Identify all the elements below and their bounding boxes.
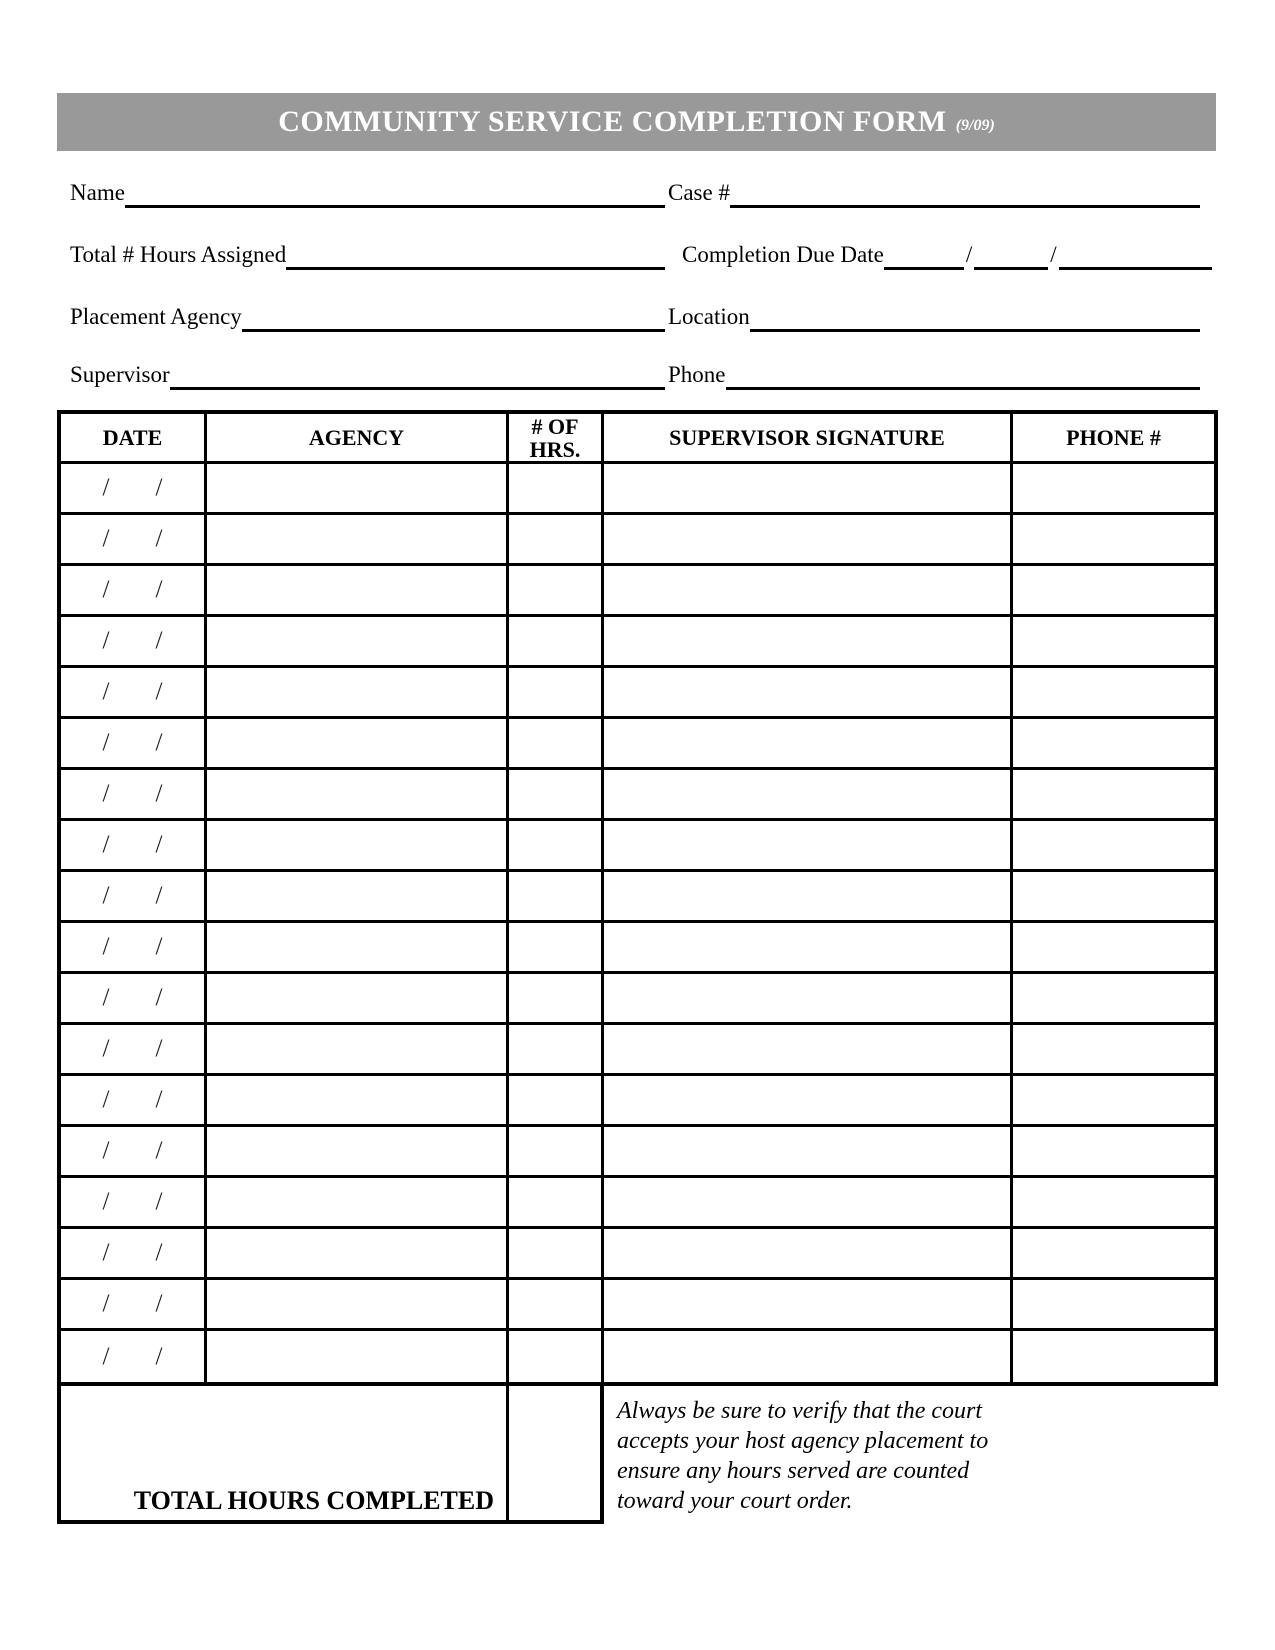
hours-duedate-row [57, 240, 1216, 270]
note-line: Always be sure to verify that the court [617, 1398, 983, 1424]
date-slash: / [102, 780, 110, 807]
agency-cell[interactable] [207, 923, 509, 971]
title-banner [57, 93, 1216, 151]
date-slash: / [102, 1035, 110, 1062]
verification-note [617, 1396, 1047, 1516]
date-slash: / [155, 1290, 163, 1317]
hours-cell[interactable] [509, 566, 604, 614]
date-slash: / [102, 933, 110, 960]
hours-assigned-field-group [57, 240, 665, 270]
agency-cell[interactable] [207, 566, 509, 614]
date-slash: / [155, 1188, 163, 1215]
phone-cell[interactable] [1013, 1229, 1214, 1277]
hours-cell[interactable] [509, 923, 604, 971]
due-date-day-input-line[interactable] [974, 240, 1048, 270]
hours-cell[interactable] [509, 1076, 604, 1124]
phone-cell[interactable] [1013, 1178, 1214, 1226]
signature-cell[interactable] [604, 872, 1013, 920]
signature-cell[interactable] [604, 821, 1013, 869]
agency-cell[interactable] [207, 821, 509, 869]
supervisor-field-group [57, 360, 665, 390]
note-line: ensure any hours served are counted [617, 1458, 970, 1484]
date-slash: / [155, 984, 163, 1011]
phone-cell[interactable] [1013, 566, 1214, 614]
placement-agency-input-line[interactable] [242, 302, 665, 332]
date-slash: / [102, 984, 110, 1011]
date-cell[interactable] [61, 923, 207, 971]
phone-field-group [665, 360, 1216, 390]
phone-cell[interactable] [1013, 515, 1214, 563]
date-column-header [61, 414, 207, 461]
table-row [61, 1076, 1214, 1127]
name-input-line[interactable] [125, 178, 665, 208]
date-cell[interactable] [61, 872, 207, 920]
total-hours-label: TOTAL HOURS COMPLETED [133, 1486, 494, 1515]
note-line: toward your court order. [617, 1488, 853, 1514]
table-row [61, 821, 1214, 872]
phone-cell[interactable] [1013, 1280, 1214, 1328]
due-date-month-input-line[interactable] [884, 240, 964, 270]
date-slash: / [102, 729, 110, 756]
agency-cell[interactable] [207, 1178, 509, 1226]
hours-assigned-label: Total # Hours Assigned [70, 242, 287, 267]
agency-cell[interactable] [207, 974, 509, 1022]
date-cell[interactable] [61, 464, 207, 512]
signature-cell[interactable] [604, 1025, 1013, 1073]
table-row [61, 1280, 1214, 1331]
due-date-slash: / [965, 242, 973, 267]
phone-cell[interactable] [1013, 1025, 1214, 1073]
location-field-group [665, 302, 1216, 332]
agency-cell[interactable] [207, 1331, 509, 1382]
agency-cell[interactable] [207, 668, 509, 716]
table-row [61, 1331, 1214, 1382]
phone-cell[interactable] [1013, 617, 1214, 665]
agency-cell[interactable] [207, 1280, 509, 1328]
phone-cell[interactable] [1013, 1127, 1214, 1175]
date-slash: / [102, 831, 110, 858]
table-row [61, 872, 1214, 923]
table-row [61, 974, 1214, 1025]
table-header-row [61, 414, 1214, 464]
phone-cell[interactable] [1013, 923, 1214, 971]
date-slash: / [102, 1086, 110, 1113]
case-field-group [665, 178, 1216, 208]
signature-cell[interactable] [604, 464, 1013, 512]
hours-cell[interactable] [509, 1178, 604, 1226]
supervisor-input-line[interactable] [170, 360, 665, 390]
hours-cell[interactable] [509, 617, 604, 665]
date-slash: / [155, 882, 163, 909]
placement-agency-field-group [57, 302, 665, 332]
hours-cell[interactable] [509, 872, 604, 920]
form-title: COMMUNITY SERVICE COMPLETION FORM [278, 105, 947, 138]
date-slash: / [102, 1342, 110, 1370]
date-slash: / [155, 1035, 163, 1062]
table-row [61, 668, 1214, 719]
date-header-label: DATE [102, 425, 163, 450]
hours-column-header [509, 414, 604, 461]
total-hours-value-cell[interactable] [509, 1386, 600, 1520]
signature-cell[interactable] [604, 617, 1013, 665]
table-row [61, 464, 1214, 515]
table-row [61, 923, 1214, 974]
table-row [61, 617, 1214, 668]
due-date-year-input-line[interactable] [1059, 240, 1212, 270]
date-slash: / [102, 576, 110, 603]
signature-cell[interactable] [604, 719, 1013, 767]
hours-cell[interactable] [509, 974, 604, 1022]
total-hours-box [57, 1386, 604, 1524]
date-cell[interactable] [61, 668, 207, 716]
date-cell[interactable] [61, 617, 207, 665]
signature-cell[interactable] [604, 1280, 1013, 1328]
phone-cell[interactable] [1013, 821, 1214, 869]
date-cell[interactable] [61, 1331, 207, 1382]
hours-cell[interactable] [509, 1280, 604, 1328]
date-slash: / [155, 1137, 163, 1164]
date-slash: / [102, 525, 110, 552]
location-label: Location [668, 304, 750, 329]
signature-cell[interactable] [604, 566, 1013, 614]
phone-header-label: PHONE # [1066, 425, 1161, 450]
signature-cell[interactable] [604, 515, 1013, 563]
date-slash: / [155, 1342, 163, 1370]
table-row [61, 1229, 1214, 1280]
hours-cell[interactable] [509, 668, 604, 716]
date-slash: / [102, 1188, 110, 1215]
agency-column-header [207, 414, 509, 461]
agency-cell[interactable] [207, 719, 509, 767]
hours-header-label-line2: HRS. [529, 436, 581, 462]
phone-cell[interactable] [1013, 668, 1214, 716]
date-cell[interactable] [61, 1229, 207, 1277]
phone-cell[interactable] [1013, 872, 1214, 920]
date-cell[interactable] [61, 566, 207, 614]
agency-cell[interactable] [207, 1127, 509, 1175]
date-cell[interactable] [61, 1076, 207, 1124]
date-cell[interactable] [61, 821, 207, 869]
hours-assigned-input-line[interactable] [286, 240, 665, 270]
agency-cell[interactable] [207, 464, 509, 512]
date-slash: / [155, 780, 163, 807]
due-date-slash: / [1050, 242, 1057, 267]
date-cell[interactable] [61, 1280, 207, 1328]
date-slash: / [155, 1086, 163, 1113]
agency-cell[interactable] [207, 770, 509, 818]
date-slash: / [102, 882, 110, 909]
hours-cell[interactable] [509, 1127, 604, 1175]
table-row [61, 1178, 1214, 1229]
hours-cell[interactable] [509, 821, 604, 869]
due-date-field-group [665, 240, 1216, 270]
signature-cell[interactable] [604, 668, 1013, 716]
signature-cell[interactable] [604, 1331, 1013, 1382]
date-cell[interactable] [61, 1025, 207, 1073]
date-slash: / [102, 474, 110, 501]
date-slash: / [102, 678, 110, 705]
signature-cell[interactable] [604, 1178, 1013, 1226]
hours-cell[interactable] [509, 464, 604, 512]
date-slash: / [155, 933, 163, 960]
placement-agency-label: Placement Agency [70, 304, 242, 329]
date-cell[interactable] [61, 1127, 207, 1175]
hours-cell[interactable] [509, 719, 604, 767]
date-slash: / [155, 678, 163, 705]
agency-cell[interactable] [207, 1025, 509, 1073]
note-line: accepts your host agency placement to [617, 1428, 989, 1454]
date-slash: / [155, 729, 163, 756]
signature-column-header [604, 414, 1013, 461]
hours-header-label-line1: # OF [531, 413, 579, 439]
phone-input-line[interactable] [726, 360, 1201, 390]
phone-cell[interactable] [1013, 974, 1214, 1022]
due-date-label: Completion Due Date [682, 242, 884, 267]
date-slash: / [102, 627, 110, 654]
phone-column-header [1013, 414, 1214, 461]
signature-cell[interactable] [604, 1076, 1013, 1124]
signature-cell[interactable] [604, 974, 1013, 1022]
name-field-group [57, 178, 665, 208]
date-slash: / [102, 1137, 110, 1164]
table-row [61, 1127, 1214, 1178]
date-slash: / [155, 627, 163, 654]
hours-cell[interactable] [509, 1331, 604, 1382]
agency-cell[interactable] [207, 617, 509, 665]
phone-label: Phone [668, 362, 726, 387]
case-number-label: Case # [668, 180, 730, 205]
phone-cell[interactable] [1013, 1331, 1214, 1382]
location-input-line[interactable] [750, 302, 1200, 332]
date-cell[interactable] [61, 1178, 207, 1226]
date-slash: / [155, 576, 163, 603]
form-version: (9/09) [955, 117, 995, 134]
date-slash: / [102, 1290, 110, 1317]
date-slash: / [155, 474, 163, 501]
agency-cell[interactable] [207, 1076, 509, 1124]
table-row [61, 770, 1214, 821]
date-cell[interactable] [61, 974, 207, 1022]
hours-cell[interactable] [509, 1025, 604, 1073]
agency-header-label: AGENCY [308, 425, 405, 450]
table-row [61, 566, 1214, 617]
supervisor-phone-row [57, 360, 1216, 390]
case-number-input-line[interactable] [730, 178, 1200, 208]
agency-cell[interactable] [207, 1229, 509, 1277]
phone-cell[interactable] [1013, 1076, 1214, 1124]
total-hours-label-cell [61, 1386, 509, 1520]
date-slash: / [155, 525, 163, 552]
date-cell[interactable] [61, 719, 207, 767]
name-case-row [57, 178, 1216, 208]
date-slash: / [102, 1239, 110, 1266]
hours-cell[interactable] [509, 770, 604, 818]
name-label: Name [70, 180, 125, 205]
phone-cell[interactable] [1013, 719, 1214, 767]
date-slash: / [155, 831, 163, 858]
agency-cell[interactable] [207, 515, 509, 563]
hours-cell[interactable] [509, 515, 604, 563]
table-row [61, 719, 1214, 770]
signature-cell[interactable] [604, 770, 1013, 818]
agency-location-row [57, 302, 1216, 332]
table-row [61, 1025, 1214, 1076]
signature-cell[interactable] [604, 1229, 1013, 1277]
date-slash: / [155, 1239, 163, 1266]
phone-cell[interactable] [1013, 464, 1214, 512]
signature-cell[interactable] [604, 923, 1013, 971]
hours-cell[interactable] [509, 1229, 604, 1277]
signature-cell[interactable] [604, 1127, 1013, 1175]
table-row [61, 515, 1214, 566]
service-log-table [57, 410, 1218, 1386]
agency-cell[interactable] [207, 872, 509, 920]
signature-header-label: SUPERVISOR SIGNATURE [669, 425, 945, 450]
supervisor-label: Supervisor [70, 362, 170, 387]
phone-cell[interactable] [1013, 770, 1214, 818]
date-cell[interactable] [61, 515, 207, 563]
date-cell[interactable] [61, 770, 207, 818]
